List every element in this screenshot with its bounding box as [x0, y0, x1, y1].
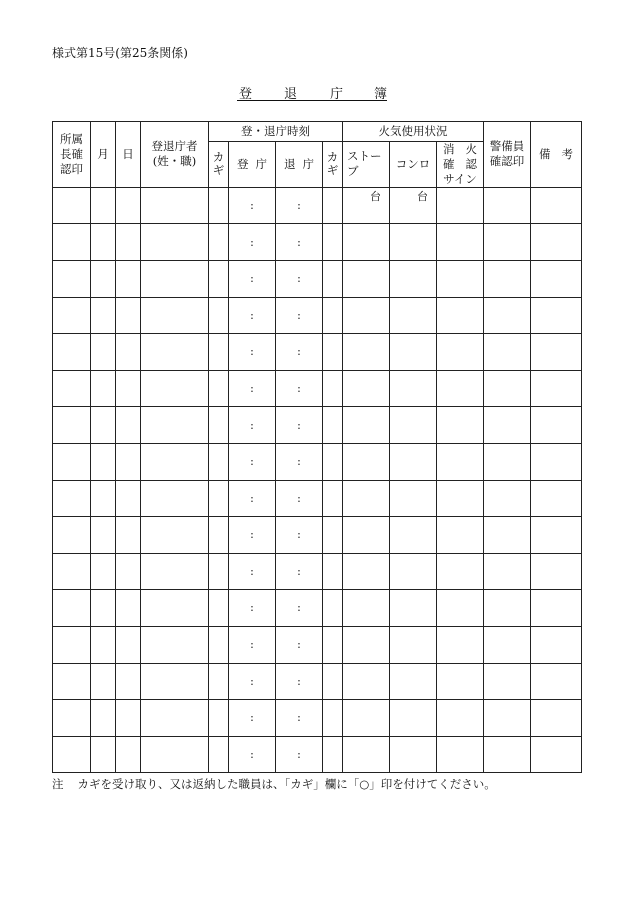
table-row	[53, 736, 582, 773]
key-in-cell[interactable]	[209, 553, 229, 590]
extinguish-sign-cell[interactable]	[437, 553, 484, 590]
person-cell[interactable]	[141, 261, 209, 298]
key-out-cell[interactable]	[323, 517, 343, 554]
key-out-cell[interactable]	[323, 700, 343, 737]
leave-time-cell[interactable]	[276, 553, 323, 590]
table-row	[53, 297, 582, 334]
month-cell[interactable]	[91, 297, 116, 334]
extinguish-sign-cell[interactable]	[437, 590, 484, 627]
form-number: 様式第15号(第25条関係)	[52, 46, 188, 60]
stove-cell[interactable]	[343, 626, 390, 663]
supervisor-seal-cell[interactable]	[53, 334, 91, 371]
supervisor-seal-cell[interactable]	[53, 517, 91, 554]
leave-time-cell[interactable]	[276, 590, 323, 627]
time-colon: :	[297, 711, 301, 725]
leave-time-cell[interactable]	[276, 480, 323, 517]
leave-time-cell[interactable]	[276, 224, 323, 261]
month-cell[interactable]	[91, 553, 116, 590]
extinguish-sign-cell[interactable]	[437, 443, 484, 480]
stove-unit: 台	[370, 189, 381, 203]
supervisor-seal-cell[interactable]	[53, 443, 91, 480]
day-cell[interactable]	[116, 407, 141, 444]
table-row	[53, 700, 582, 737]
konro-cell[interactable]	[390, 553, 437, 590]
arrive-time-cell[interactable]	[229, 261, 276, 298]
remarks-cell[interactable]	[531, 736, 582, 773]
person-cell[interactable]	[141, 626, 209, 663]
remarks-cell[interactable]	[531, 626, 582, 663]
leave-time-cell[interactable]	[276, 334, 323, 371]
header-key-out: カギ	[323, 142, 343, 188]
day-cell[interactable]	[116, 261, 141, 298]
table-row	[53, 407, 582, 444]
extinguish-sign-cell[interactable]	[437, 187, 484, 224]
guard-seal-cell[interactable]	[484, 407, 531, 444]
arrive-time-cell[interactable]	[229, 517, 276, 554]
header-fire-usage: 火気使用状況	[343, 122, 484, 142]
person-cell[interactable]	[141, 480, 209, 517]
day-cell[interactable]	[116, 187, 141, 224]
time-colon: :	[250, 381, 254, 395]
header-attendance-time: 登・退庁時刻	[209, 122, 343, 142]
time-colon: :	[297, 528, 301, 542]
time-colon: :	[297, 235, 301, 249]
remarks-cell[interactable]	[531, 297, 582, 334]
title-char-3: 庁	[330, 87, 344, 102]
key-out-cell[interactable]	[323, 370, 343, 407]
leave-time-cell[interactable]	[276, 736, 323, 773]
person-cell[interactable]	[141, 517, 209, 554]
key-out-cell[interactable]	[323, 663, 343, 700]
time-colon: :	[250, 711, 254, 725]
guard-seal-cell[interactable]	[484, 663, 531, 700]
key-out-cell[interactable]	[323, 224, 343, 261]
stove-cell[interactable]	[343, 480, 390, 517]
stove-cell[interactable]	[343, 407, 390, 444]
person-cell[interactable]	[141, 334, 209, 371]
remarks-cell[interactable]	[531, 590, 582, 627]
person-cell[interactable]	[141, 370, 209, 407]
remarks-cell[interactable]	[531, 187, 582, 224]
day-cell[interactable]	[116, 736, 141, 773]
time-colon: :	[250, 601, 254, 615]
table-row	[53, 626, 582, 663]
person-cell[interactable]	[141, 297, 209, 334]
supervisor-seal-cell[interactable]	[53, 407, 91, 444]
time-colon: :	[297, 601, 301, 615]
guard-seal-cell[interactable]	[484, 443, 531, 480]
month-cell[interactable]	[91, 480, 116, 517]
konro-cell[interactable]	[390, 626, 437, 663]
key-in-cell[interactable]	[209, 480, 229, 517]
key-in-cell[interactable]	[209, 261, 229, 298]
month-cell[interactable]	[91, 370, 116, 407]
remarks-cell[interactable]	[531, 261, 582, 298]
key-in-cell[interactable]	[209, 590, 229, 627]
key-out-cell[interactable]	[323, 590, 343, 627]
arrive-time-cell[interactable]	[229, 187, 276, 224]
month-cell[interactable]	[91, 407, 116, 444]
header-stove: ストー ブ	[343, 142, 390, 188]
extinguish-sign-cell[interactable]	[437, 261, 484, 298]
table-row	[53, 480, 582, 517]
leave-time-cell[interactable]	[276, 443, 323, 480]
table-row	[53, 334, 582, 371]
month-cell[interactable]	[91, 700, 116, 737]
remarks-cell[interactable]	[531, 663, 582, 700]
time-colon: :	[250, 747, 254, 761]
day-cell[interactable]	[116, 224, 141, 261]
extinguish-sign-cell[interactable]	[437, 297, 484, 334]
extinguish-sign-cell[interactable]	[437, 626, 484, 663]
time-colon: :	[297, 674, 301, 688]
leave-time-cell[interactable]	[276, 407, 323, 444]
header-supervisor-seal: 所属 長確 認印	[53, 122, 91, 188]
person-cell[interactable]	[141, 187, 209, 224]
footnote	[52, 776, 496, 792]
time-colon: :	[250, 272, 254, 286]
person-cell[interactable]	[141, 590, 209, 627]
guard-seal-cell[interactable]	[484, 517, 531, 554]
table-row	[53, 187, 582, 224]
supervisor-seal-cell[interactable]	[53, 187, 91, 224]
leave-time-cell[interactable]	[276, 261, 323, 298]
time-colon: :	[250, 418, 254, 432]
konro-cell[interactable]	[390, 443, 437, 480]
leave-time-cell[interactable]	[276, 663, 323, 700]
arrive-time-cell[interactable]	[229, 663, 276, 700]
konro-cell[interactable]	[390, 700, 437, 737]
stove-cell[interactable]	[343, 443, 390, 480]
stove-cell[interactable]	[343, 224, 390, 261]
key-in-cell[interactable]	[209, 626, 229, 663]
month-cell[interactable]	[91, 261, 116, 298]
extinguish-sign-cell[interactable]	[437, 480, 484, 517]
day-cell[interactable]	[116, 443, 141, 480]
time-colon: :	[297, 381, 301, 395]
time-colon: :	[250, 455, 254, 469]
title-char-2: 退	[284, 87, 298, 102]
table-row	[53, 370, 582, 407]
title-char-4: 簿	[374, 87, 388, 102]
leave-time-cell[interactable]	[276, 370, 323, 407]
month-cell[interactable]	[91, 187, 116, 224]
time-colon: :	[297, 747, 301, 761]
footnote-label: 注	[52, 777, 64, 791]
key-in-cell[interactable]	[209, 443, 229, 480]
stove-cell[interactable]	[343, 334, 390, 371]
remarks-cell[interactable]	[531, 407, 582, 444]
guard-seal-cell[interactable]	[484, 736, 531, 773]
arrive-time-cell[interactable]	[229, 297, 276, 334]
table-row	[53, 663, 582, 700]
extinguish-sign-cell[interactable]	[437, 370, 484, 407]
key-in-cell[interactable]	[209, 370, 229, 407]
stove-cell[interactable]	[343, 187, 390, 224]
day-cell[interactable]	[116, 517, 141, 554]
extinguish-sign-cell[interactable]	[437, 700, 484, 737]
person-cell[interactable]	[141, 700, 209, 737]
table-row	[53, 261, 582, 298]
konro-unit: 台	[417, 189, 428, 203]
key-in-cell[interactable]	[209, 736, 229, 773]
supervisor-seal-cell[interactable]	[53, 480, 91, 517]
guard-seal-cell[interactable]	[484, 626, 531, 663]
day-cell[interactable]	[116, 626, 141, 663]
remarks-cell[interactable]	[531, 553, 582, 590]
person-cell[interactable]	[141, 443, 209, 480]
key-in-cell[interactable]	[209, 407, 229, 444]
person-cell[interactable]	[141, 553, 209, 590]
key-in-cell[interactable]	[209, 334, 229, 371]
key-out-cell[interactable]	[323, 334, 343, 371]
header-day: 日	[116, 122, 141, 188]
arrive-time-cell[interactable]	[229, 590, 276, 627]
attendance-register-table	[52, 121, 582, 773]
konro-cell[interactable]	[390, 663, 437, 700]
stove-cell[interactable]	[343, 663, 390, 700]
arrive-time-cell[interactable]	[229, 736, 276, 773]
konro-cell[interactable]	[390, 736, 437, 773]
time-colon: :	[250, 528, 254, 542]
supervisor-seal-cell[interactable]	[53, 224, 91, 261]
person-cell[interactable]	[141, 736, 209, 773]
konro-cell[interactable]	[390, 370, 437, 407]
extinguish-sign-cell[interactable]	[437, 407, 484, 444]
konro-cell[interactable]	[390, 334, 437, 371]
table-row	[53, 553, 582, 590]
time-colon: :	[250, 345, 254, 359]
month-cell[interactable]	[91, 224, 116, 261]
month-cell[interactable]	[91, 736, 116, 773]
time-colon: :	[250, 198, 254, 212]
header-leave: 退 庁	[276, 142, 323, 188]
remarks-cell[interactable]	[531, 224, 582, 261]
header-extinguish-sign: 消 火 確 認 サイン	[437, 142, 484, 188]
header-key-in: カギ	[209, 142, 229, 188]
supervisor-seal-cell[interactable]	[53, 370, 91, 407]
konro-cell[interactable]	[390, 407, 437, 444]
konro-cell[interactable]	[390, 590, 437, 627]
day-cell[interactable]	[116, 700, 141, 737]
arrive-time-cell[interactable]	[229, 553, 276, 590]
stove-cell[interactable]	[343, 553, 390, 590]
guard-seal-cell[interactable]	[484, 187, 531, 224]
time-colon: :	[297, 638, 301, 652]
table-row	[53, 224, 582, 261]
stove-cell[interactable]	[343, 736, 390, 773]
time-colon: :	[297, 455, 301, 469]
supervisor-seal-cell[interactable]	[53, 626, 91, 663]
leave-time-cell[interactable]	[276, 517, 323, 554]
key-in-cell[interactable]	[209, 297, 229, 334]
arrive-time-cell[interactable]	[229, 407, 276, 444]
time-colon: :	[297, 272, 301, 286]
supervisor-seal-cell[interactable]	[53, 736, 91, 773]
time-colon: :	[297, 345, 301, 359]
key-out-cell[interactable]	[323, 261, 343, 298]
time-colon: :	[297, 564, 301, 578]
key-in-cell[interactable]	[209, 700, 229, 737]
stove-cell[interactable]	[343, 590, 390, 627]
key-out-cell[interactable]	[323, 736, 343, 773]
extinguish-sign-cell[interactable]	[437, 334, 484, 371]
supervisor-seal-cell[interactable]	[53, 297, 91, 334]
person-cell[interactable]	[141, 224, 209, 261]
remarks-cell[interactable]	[531, 443, 582, 480]
time-colon: :	[250, 638, 254, 652]
key-in-cell[interactable]	[209, 663, 229, 700]
leave-time-cell[interactable]	[276, 187, 323, 224]
time-colon: :	[250, 235, 254, 249]
header-guard-seal: 警備員 確認印	[484, 122, 531, 188]
key-out-cell[interactable]	[323, 297, 343, 334]
guard-seal-cell[interactable]	[484, 334, 531, 371]
month-cell[interactable]	[91, 334, 116, 371]
month-cell[interactable]	[91, 590, 116, 627]
time-colon: :	[250, 564, 254, 578]
key-in-cell[interactable]	[209, 187, 229, 224]
time-colon: :	[297, 418, 301, 432]
title-char-1: 登	[239, 87, 253, 102]
time-colon: :	[297, 491, 301, 505]
stove-cell[interactable]	[343, 700, 390, 737]
leave-time-cell[interactable]	[276, 626, 323, 663]
guard-seal-cell[interactable]	[484, 553, 531, 590]
page-title	[237, 83, 387, 101]
key-out-cell[interactable]	[323, 407, 343, 444]
konro-cell[interactable]	[390, 480, 437, 517]
day-cell[interactable]	[116, 297, 141, 334]
supervisor-seal-cell[interactable]	[53, 663, 91, 700]
table-row	[53, 443, 582, 480]
leave-time-cell[interactable]	[276, 297, 323, 334]
key-out-cell[interactable]	[323, 187, 343, 224]
person-cell[interactable]	[141, 407, 209, 444]
header-konro: コンロ	[390, 142, 437, 188]
extinguish-sign-cell[interactable]	[437, 663, 484, 700]
month-cell[interactable]	[91, 517, 116, 554]
konro-cell[interactable]	[390, 517, 437, 554]
month-cell[interactable]	[91, 663, 116, 700]
extinguish-sign-cell[interactable]	[437, 736, 484, 773]
month-cell[interactable]	[91, 626, 116, 663]
key-out-cell[interactable]	[323, 480, 343, 517]
key-out-cell[interactable]	[323, 626, 343, 663]
supervisor-seal-cell[interactable]	[53, 261, 91, 298]
month-cell[interactable]	[91, 443, 116, 480]
stove-cell[interactable]	[343, 297, 390, 334]
konro-cell[interactable]	[390, 261, 437, 298]
day-cell[interactable]	[116, 370, 141, 407]
table-row	[53, 517, 582, 554]
key-out-cell[interactable]	[323, 553, 343, 590]
supervisor-seal-cell[interactable]	[53, 700, 91, 737]
stove-cell[interactable]	[343, 370, 390, 407]
guard-seal-cell[interactable]	[484, 700, 531, 737]
remarks-cell[interactable]	[531, 480, 582, 517]
arrive-time-cell[interactable]	[229, 626, 276, 663]
time-colon: :	[250, 674, 254, 688]
table-row	[53, 590, 582, 627]
guard-seal-cell[interactable]	[484, 224, 531, 261]
stove-cell[interactable]	[343, 261, 390, 298]
day-cell[interactable]	[116, 480, 141, 517]
footnote-text: カギを受け取り、又は返納した職員は、「カギ」欄に「○」印を付けてください。	[77, 777, 496, 791]
guard-seal-cell[interactable]	[484, 590, 531, 627]
konro-cell[interactable]	[390, 187, 437, 224]
extinguish-sign-cell[interactable]	[437, 517, 484, 554]
supervisor-seal-cell[interactable]	[53, 553, 91, 590]
key-in-cell[interactable]	[209, 517, 229, 554]
remarks-cell[interactable]	[531, 517, 582, 554]
header-person: 登退庁者 (姓・職)	[141, 122, 209, 188]
header-arrive: 登 庁	[229, 142, 276, 188]
stove-cell[interactable]	[343, 517, 390, 554]
person-cell[interactable]	[141, 663, 209, 700]
arrive-time-cell[interactable]	[229, 700, 276, 737]
key-out-cell[interactable]	[323, 443, 343, 480]
day-cell[interactable]	[116, 590, 141, 627]
extinguish-sign-cell[interactable]	[437, 224, 484, 261]
time-colon: :	[297, 198, 301, 212]
guard-seal-cell[interactable]	[484, 370, 531, 407]
day-cell[interactable]	[116, 663, 141, 700]
supervisor-seal-cell[interactable]	[53, 590, 91, 627]
day-cell[interactable]	[116, 553, 141, 590]
arrive-time-cell[interactable]	[229, 224, 276, 261]
header-month: 月	[91, 122, 116, 188]
remarks-cell[interactable]	[531, 334, 582, 371]
arrive-time-cell[interactable]	[229, 480, 276, 517]
leave-time-cell[interactable]	[276, 700, 323, 737]
remarks-cell[interactable]	[531, 370, 582, 407]
header-remarks: 備 考	[531, 122, 582, 188]
arrive-time-cell[interactable]	[229, 370, 276, 407]
time-colon: :	[250, 491, 254, 505]
arrive-time-cell[interactable]	[229, 443, 276, 480]
arrive-time-cell[interactable]	[229, 334, 276, 371]
day-cell[interactable]	[116, 334, 141, 371]
konro-cell[interactable]	[390, 224, 437, 261]
guard-seal-cell[interactable]	[484, 480, 531, 517]
guard-seal-cell[interactable]	[484, 261, 531, 298]
key-in-cell[interactable]	[209, 224, 229, 261]
guard-seal-cell[interactable]	[484, 297, 531, 334]
remarks-cell[interactable]	[531, 700, 582, 737]
konro-cell[interactable]	[390, 297, 437, 334]
time-colon: :	[297, 308, 301, 322]
time-colon: :	[250, 308, 254, 322]
